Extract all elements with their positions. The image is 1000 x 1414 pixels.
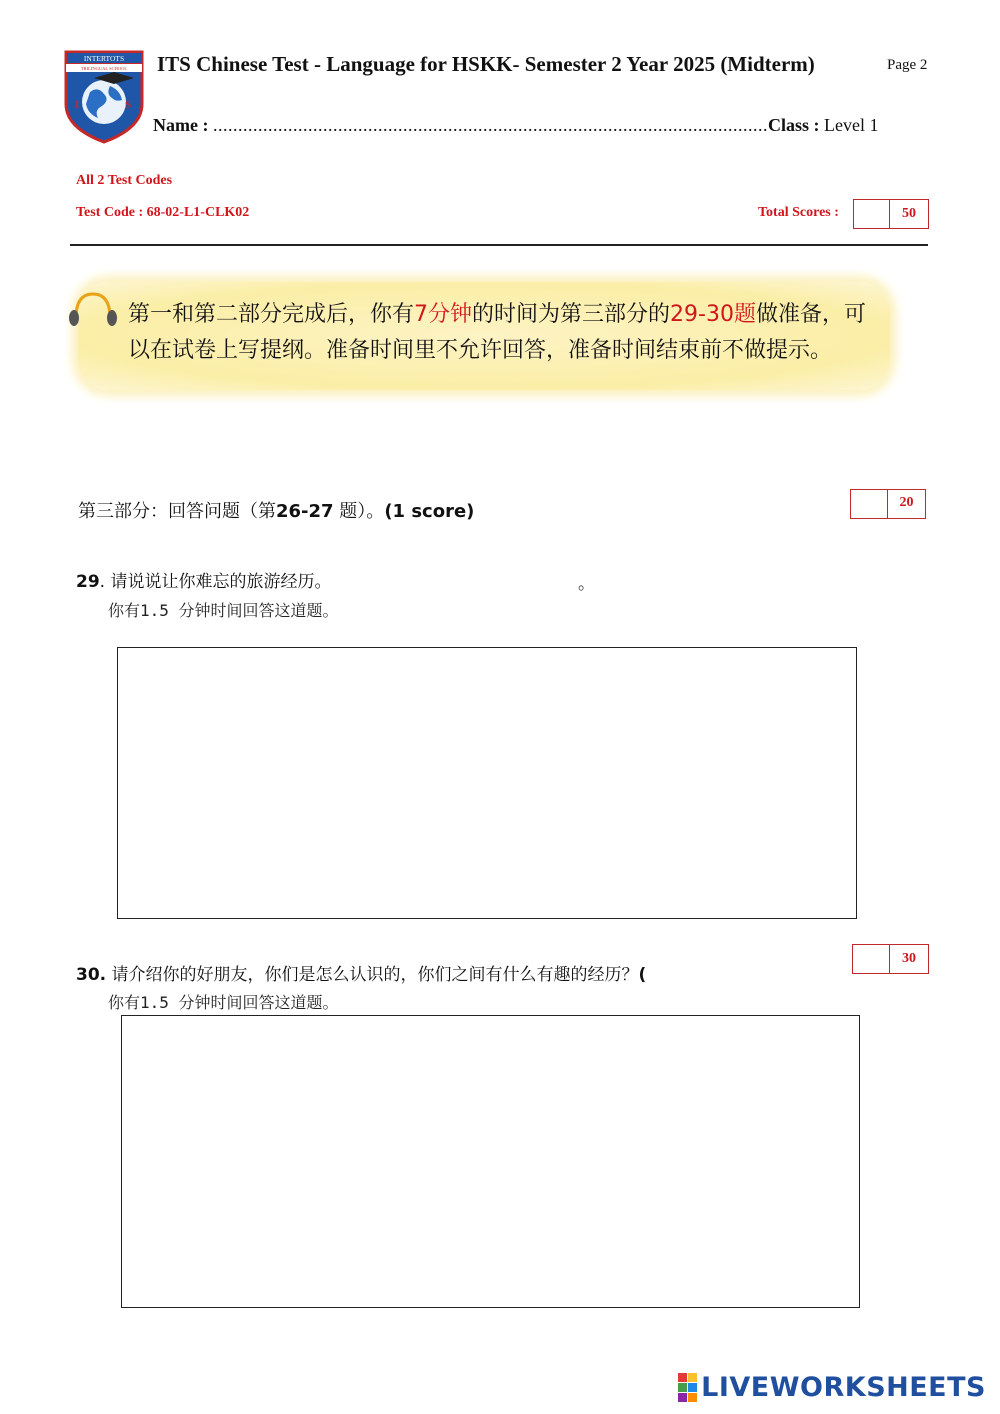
- liveworksheets-text: LIVEWORKSHEETS: [701, 1372, 986, 1403]
- logo-bottom-text: TRILINGUAL SCHOOL: [80, 66, 128, 71]
- test-title: ITS Chinese Test - Language for HSKK- Semester 2 Year 2025 (Midterm): [157, 52, 815, 76]
- instruction-part: 的时间为第三部分的: [472, 302, 671, 327]
- class-value: Level 1: [824, 115, 879, 135]
- instruction-text: [128, 297, 908, 369]
- svg-text:I: I: [75, 99, 80, 111]
- answer-box-29[interactable]: [117, 647, 857, 919]
- score-input[interactable]: [851, 490, 888, 518]
- question-text: . 请说说让你难忘的旅游经历。: [99, 572, 332, 592]
- question-29-trailing: 。: [578, 574, 595, 594]
- page-number: Page 2: [887, 57, 928, 73]
- instruction-part: 做准备，可: [755, 302, 866, 327]
- score-input[interactable]: [853, 945, 890, 973]
- question-30-points: 30: [902, 951, 916, 966]
- question-29-time: 你有1.5 分钟时间回答这道题。: [108, 601, 339, 620]
- question-trailing: (: [638, 965, 647, 985]
- class-label: Class :: [767, 115, 820, 135]
- name-field[interactable]: ...............................................................................................................: [212, 115, 768, 135]
- question-30-time: 你有1.5 分钟时间回答这道题。: [108, 993, 339, 1012]
- name-label: Name :: [153, 115, 209, 135]
- test-code: Test Code : 68-02-L1-CLK02: [76, 205, 250, 220]
- score-input[interactable]: [854, 200, 890, 228]
- total-score-value: 50: [902, 206, 916, 221]
- question-29: [76, 567, 331, 592]
- section-score-box: [850, 489, 926, 519]
- total-scores-label: Total Scores :: [758, 205, 839, 220]
- headphones-icon: [66, 290, 120, 338]
- total-score-box: [853, 199, 929, 229]
- question-text: 请介绍你的好朋友，你们是怎么认识的，你们之间有什么有趣的经历？: [106, 965, 639, 985]
- header-divider: [70, 244, 928, 246]
- liveworksheets-logo: [678, 1372, 986, 1403]
- section-suffix: 题）。: [333, 501, 385, 522]
- question-range-highlight: 29-30题: [670, 302, 756, 327]
- section-heading: [78, 497, 474, 523]
- section-range: 26-27: [276, 501, 334, 522]
- logo-top-text: INTERTOTS: [83, 54, 125, 63]
- section-points: 20: [899, 495, 914, 510]
- all-test-codes: All 2 Test Codes: [76, 173, 173, 188]
- instruction-line-2: 以在试卷上写提纲。准备时间里不允许回答，准备时间结束前不做提示。: [128, 338, 833, 363]
- section-prefix: 第三部分：回答问题（第: [78, 501, 276, 522]
- name-line: [153, 115, 878, 136]
- prep-time-highlight: 7分钟: [414, 302, 473, 327]
- question-30-score-box: [852, 944, 929, 974]
- school-logo: [62, 46, 146, 144]
- section-score: (1 score): [384, 501, 475, 522]
- question-number: 30.: [76, 965, 107, 985]
- answer-box-30[interactable]: [121, 1015, 860, 1308]
- question-number: 29: [76, 572, 100, 592]
- question-30: [76, 960, 646, 985]
- instruction-part: 第一和第二部分完成后，你有: [128, 302, 415, 327]
- svg-text:S: S: [125, 99, 132, 111]
- liveworksheets-icon: [678, 1373, 697, 1402]
